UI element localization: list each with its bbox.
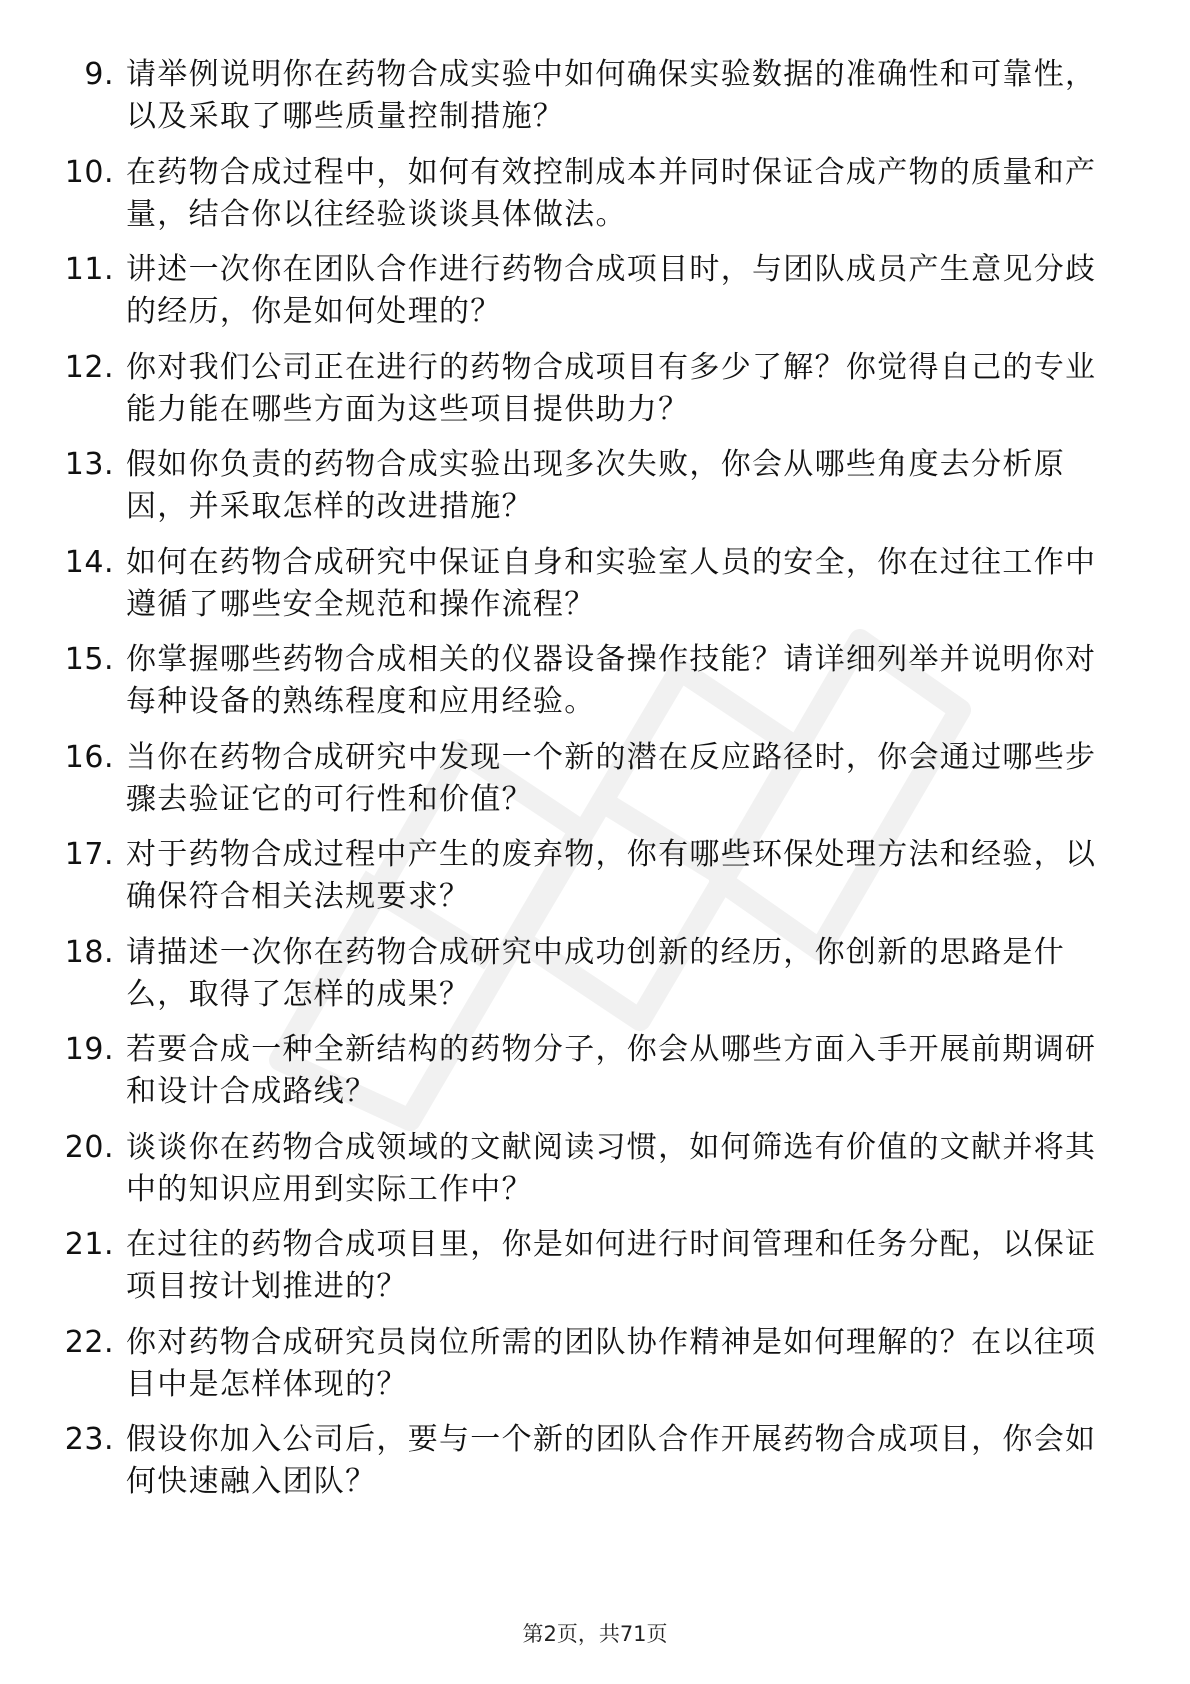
question-number: 13. — [64, 447, 114, 482]
question-number: 18. — [64, 934, 114, 970]
question-number: 15. — [64, 642, 114, 677]
question-item — [0, 345, 1190, 443]
question-text: 在药物合成过程中，如何有效控制成本并同时保证合成产物的质量和产量，结合你以往经验谈谈具体做法。 — [126, 154, 1097, 232]
question-number: 9. — [84, 57, 114, 92]
question-text: 请描述一次你在药物合成研究中成功创新的经历，你创新的思路是什么，取得了怎样的成果？ — [126, 934, 1065, 1012]
page-footer: 第2页，共71页 — [522, 1622, 668, 1646]
question-number: 10. — [64, 154, 114, 190]
question-text: 如何在药物合成研究中保证自身和实验室人员的安全，你在过往工作中遵循了哪些安全规范和操作流程？ — [126, 544, 1097, 622]
question-text: 假如你负责的药物合成实验出现多次失败，你会从哪些角度去分析原因，并采取怎样的改进措施？ — [126, 447, 1065, 524]
question-item — [0, 540, 1190, 638]
question-text: 若要合成一种全新结构的药物分子，你会从哪些方面入手开展前期调研和设计合成路线？ — [126, 1032, 1097, 1109]
question-item — [0, 1417, 1190, 1515]
question-item — [0, 1125, 1190, 1223]
question-item — [0, 442, 1190, 540]
question-number: 16. — [64, 739, 114, 775]
question-item — [0, 637, 1190, 735]
question-number: 19. — [64, 1032, 114, 1067]
question-number: 11. — [64, 252, 114, 287]
question-item — [0, 1222, 1190, 1320]
question-text: 你掌握哪些药物合成相关的仪器设备操作技能？请详细列举并说明你对每种设备的熟练程度和应用经验。 — [126, 642, 1097, 719]
question-number: 21. — [64, 1227, 114, 1262]
question-text: 假设你加入公司后，要与一个新的团队合作开展药物合成项目，你会如何快速融入团队？ — [126, 1422, 1097, 1499]
question-number: 23. — [64, 1422, 114, 1457]
question-item — [0, 930, 1190, 1028]
question-item — [0, 735, 1190, 833]
question-text: 谈谈你在药物合成领域的文献阅读习惯，如何筛选有价值的文献并将其中的知识应用到实际工作中？ — [126, 1129, 1097, 1207]
question-item — [0, 150, 1190, 248]
question-number: 12. — [64, 349, 114, 385]
question-text: 对于药物合成过程中产生的废弃物，你有哪些环保处理方法和经验，以确保符合相关法规要求？ — [126, 837, 1097, 914]
question-text: 在过往的药物合成项目里，你是如何进行时间管理和任务分配，以保证项目按计划推进的？ — [126, 1227, 1097, 1304]
question-text: 你对药物合成研究员岗位所需的团队协作精神是如何理解的？在以往项目中是怎样体现的？ — [126, 1324, 1097, 1402]
question-item — [0, 1320, 1190, 1418]
question-item — [0, 52, 1190, 150]
question-number: 22. — [64, 1324, 114, 1360]
question-text: 请举例说明你在药物合成实验中如何确保实验数据的准确性和可靠性，以及采取了哪些质量控制措施？ — [126, 57, 1097, 134]
question-number: 20. — [64, 1129, 114, 1165]
question-text: 当你在药物合成研究中发现一个新的潜在反应路径时，你会通过哪些步骤去验证它的可行性和价值？ — [126, 739, 1097, 817]
question-number: 14. — [64, 544, 114, 580]
question-list — [0, 52, 1190, 1515]
question-item — [0, 832, 1190, 930]
question-text: 讲述一次你在团队合作进行药物合成项目时，与团队成员产生意见分歧的经历，你是如何处理的？ — [126, 252, 1097, 329]
question-text: 你对我们公司正在进行的药物合成项目有多少了解？你觉得自己的专业能力能在哪些方面为这些项目提供助力？ — [126, 349, 1097, 427]
question-item — [0, 247, 1190, 345]
question-number: 17. — [64, 837, 114, 872]
question-item — [0, 1027, 1190, 1125]
